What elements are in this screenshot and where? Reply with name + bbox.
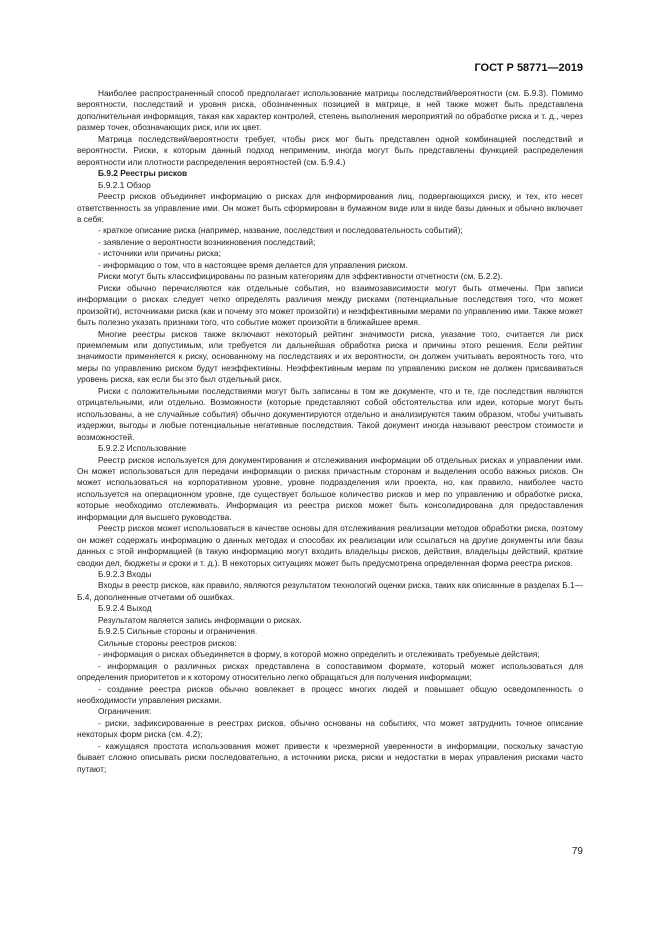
paragraph: Входы в реестр рисков, как правило, являются результатом технологий оценки риска, таких как описанные в разделах Б.1—Б.4, дополненные отчетами об ошибках. xyxy=(77,580,583,602)
list-item: - информация о различных рисках представлена в сопоставимом формате, который может использоваться для определения приоритетов и к которому относительно легко обращаться для получения информации; xyxy=(77,660,583,683)
list-item: - создание реестра рисков обычно вовлекает в процесс многих людей и повышает общую осведомленность о необходимости управления рисками. xyxy=(77,683,583,706)
paragraph: Риски с положительными последствиями могут быть записаны в том же документе, что и те, где последствия являются отрицательными, или отдельно. Возможности (которые представляют собой обстоятельства или идеи, которые могут быть использованы, а не случайные события) обычно документируются отдельно и анализируются таким образом, чтобы учитывать издержки, выгоды и любые потенциальные негативные последствия. Такой документ иногда называют реестром стоимости и возможностей. xyxy=(77,385,583,442)
section-heading: Б.9.2 Реестры рисков xyxy=(98,168,188,179)
paragraph: Реестр рисков может использоваться в качестве основы для отслеживания реализации методов обработки риска, поэтому он может содержать информацию о данных методах и способах их реализации или ссылаться на другие документы или базы данных с этой информацией (в такую информацию могут входить владельцы рисков, действия, владельцы действий, краткие сводки дел, бюджеты и сроки и т. д.). В некоторых ситуациях может быть предусмотрена определенная форма реестра рисков. xyxy=(77,523,583,568)
page-number: 79 xyxy=(571,846,583,857)
list-item: - риски, зафиксированные в реестрах рисков, обычно основаны на событиях, что может затруднить точное описание некоторых форм риска (см. 4.2); xyxy=(77,717,583,740)
subsection-heading: Б.9.2.2 Использование xyxy=(98,443,187,454)
subsection-heading: Б.9.2.1 Обзор xyxy=(98,179,151,190)
subsection-heading: Б.9.2.4 Выход xyxy=(98,603,152,614)
list-item: - кажущаяся простота использования может привести к чрезмерной уверенности в информации, поскольку зачастую бывает сложно описывать риски последовательно, а источники риска, риски и недостатки в мерах управления рисками часто путают; xyxy=(77,740,583,774)
paragraph: Риски обычно перечисляются как отдельные события, но взаимозависимости могут быть отмечены. При записи информации о рисках следует четко определять различия между рисками (потенциальные последствия того, что может произойти), источниками риска (как и почему это может произойти) и неэффективными мерами по управлению ими. Также может быть полезно указать признаки того, что событие может произойти в ближайшее время. xyxy=(77,282,583,328)
paragraph: Риски могут быть классифицированы по разным категориям для эффективности отчетности (см. Б.2.2). xyxy=(98,271,503,282)
document-body xyxy=(77,88,583,775)
list-item: - краткое описание риска (например, название, последствия и последовательность событий); xyxy=(98,225,463,236)
paragraph: Ограничения: xyxy=(98,706,152,717)
list-item: - информацию о том, что в настоящее время делается для управления риском. xyxy=(98,259,408,270)
paragraph: Сильные стороны реестров рисков: xyxy=(98,637,237,648)
paragraph: Реестр рисков используется для документирования и отслеживания информации об отдельных рисках и управлении ими. Он может использоваться для передачи информации о рисках причастным сторонам и выделения особо важных рисков. Он может использоваться на корпоративном уровне, уровне подразделения или проекта, но, как правило, наиболее часто используется на операционном уровне, где существует большое количество рисков и мер по управлению и обработке риска, которые необходимо отслеживать. Информация из реестра рисков может быть консолидирована для предоставления информации для высшего руководства. xyxy=(77,454,583,522)
subsection-heading: Б.9.2.3 Входы xyxy=(98,569,152,580)
paragraph: Наиболее распространенный способ предполагает использование матрицы последствий/вероятности (см. Б.9.3). Помимо вероятности, последствий и уровня риска, обозначенных позицией в матрице, в ней также может быть представлена дополнительная информация, такая как характер контролей, степень выполнения мероприятий по обработке риска и т. д., через размер точек, обозначающих риск, или их цвет. xyxy=(77,88,583,133)
list-item: - информация о рисках объединяется в форму, в которой можно определить и отслеживать требуемые действия; xyxy=(98,649,540,660)
list-item: - заявление о вероятности возникновения последствий; xyxy=(98,236,316,247)
subsection-heading: Б.9.2.5 Сильные стороны и ограничения. xyxy=(98,626,258,637)
paragraph: Многие реестры рисков также включают некоторый рейтинг значимости риска, указание того, считается ли риск приемлемым или допустимым, или требуется ли дальнейшая обработка риска и причины этого решения. Если рейтинг значимости применяется к риску, основанному на последствиях и их вероятности, он должен учитывать вероятность того, что меры по управлению риском будут неэффективны. Неэффективным мерам по управлению риском не должен присваиваться уровень риска, как если бы это был отдельный риск. xyxy=(77,328,583,385)
standard-number: ГОСТ Р 58771—2019 xyxy=(474,62,583,74)
paragraph: Результатом является запись информации о рисках. xyxy=(98,614,302,625)
paragraph: Матрица последствий/вероятности требует, чтобы риск мог быть представлен одной комбинацией последствий и вероятности. Риски, к которым данный подход неприменим, иногда могут быть представлены функцией распределения вероятности или плотности распределения вероятностей (см. Б.9.4.) xyxy=(77,133,583,167)
paragraph: Реестр рисков объединяет информацию о рисках для информирования лиц, подвергающихся риску, и тех, кто несет ответственность за управление ими. Он может быть сформирован в бумажном виде или в виде базы данных и обычно включает в себя: xyxy=(77,191,583,224)
list-item: - источники или причины риска; xyxy=(98,248,221,259)
